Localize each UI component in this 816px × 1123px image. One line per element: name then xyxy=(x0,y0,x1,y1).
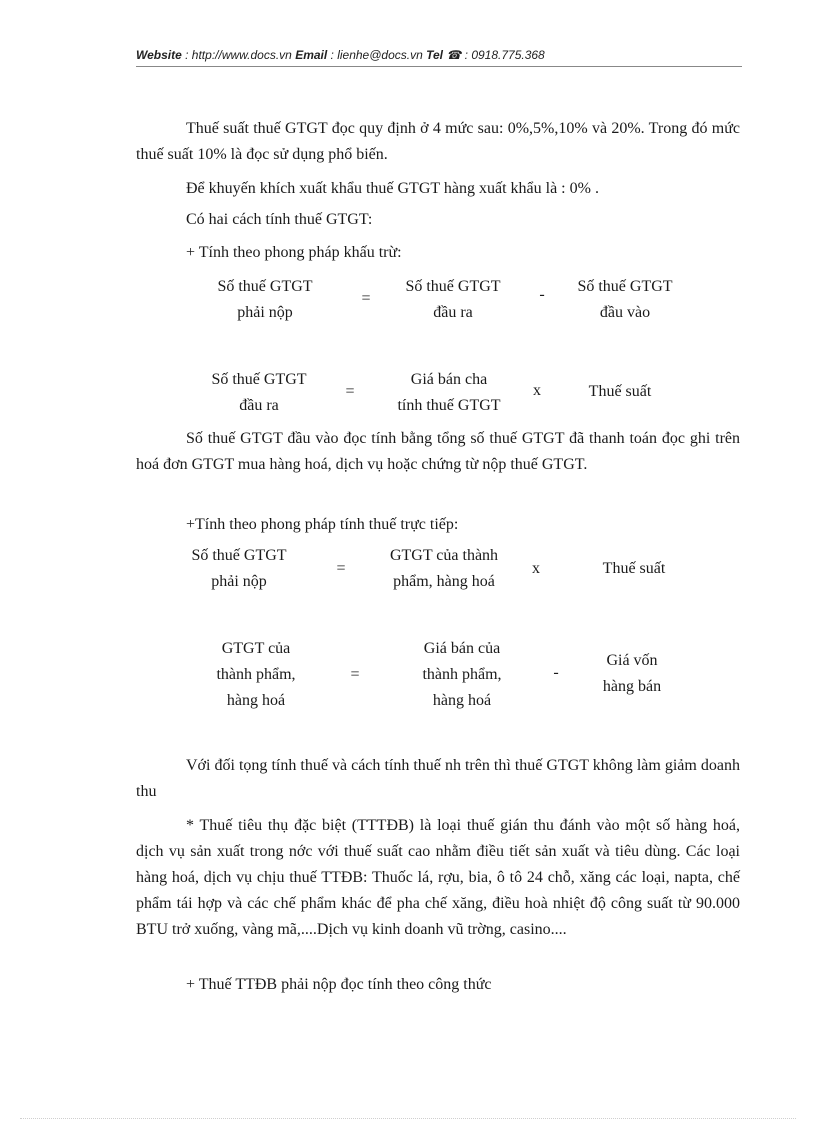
formula-lhs xyxy=(190,274,340,326)
paragraph-export-rate: Để khuyến khích xuất khẩu thuế GTGT hàng xuất khẩu là : 0% . xyxy=(186,180,599,197)
formula-term xyxy=(374,367,524,419)
website-label: Website xyxy=(136,48,182,62)
formula-text: Giá bán của xyxy=(423,640,501,657)
formula-text: Số thuế GTGT xyxy=(217,278,313,295)
formula-text: GTGT của thành xyxy=(389,547,499,564)
formula-text: hàng hoá xyxy=(432,692,492,709)
formula-text: Giá bán cha xyxy=(410,371,488,388)
website-value[interactable]: : http://www.docs.vn xyxy=(181,48,296,62)
formula-text: thành phẩm, xyxy=(422,666,502,683)
page-header xyxy=(136,48,742,62)
equals-sign: = xyxy=(361,290,371,307)
paragraph-revenue-note: Với đối tọng tính thuế và cách tính thuế nh trên thì thuế GTGT không làm giảm doanh thu xyxy=(136,757,740,800)
formula-term xyxy=(366,543,522,595)
footer-divider xyxy=(20,1118,796,1119)
formula-text: Thuế suất xyxy=(602,560,666,577)
formula-text: Số thuế GTGT xyxy=(211,371,307,388)
email-value[interactable]: : lienhe@docs.vn xyxy=(327,48,427,62)
formula-lhs xyxy=(164,543,314,595)
formula-term xyxy=(392,636,532,714)
formula-text: Số thuế GTGT xyxy=(405,278,501,295)
minus-sign: - xyxy=(553,664,559,681)
formula-text: hàng hoá xyxy=(226,692,286,709)
formula-lhs xyxy=(186,636,326,714)
formula-text: phải nộp xyxy=(211,573,267,590)
paragraph-tax-rates: Thuế suất thuế GTGT đọc quy định ở 4 mức sau: 0%,5%,10% và 20%. Trong đó mức thuế suất 10% là đọc sử dụng phổ biến. xyxy=(136,120,740,163)
formula-text: đầu ra xyxy=(239,397,279,414)
formula-term xyxy=(560,379,680,405)
paragraph-deduction-method: + Tính theo phong pháp khấu trừ: xyxy=(186,244,402,261)
equals-sign: = xyxy=(336,560,346,577)
paragraph-direct-method: +Tính theo phong pháp tính thuế trực tiếp: xyxy=(186,516,459,533)
equals-sign: = xyxy=(345,383,355,400)
formula-text: thành phẩm, xyxy=(216,666,296,683)
formula-term xyxy=(574,556,694,582)
formula-text: Số thuế GTGT xyxy=(577,278,673,295)
phone-icon: ☎ xyxy=(446,48,462,62)
formula-text: GTGT của xyxy=(221,640,291,657)
formula-text: tính thuế GTGT xyxy=(397,397,501,414)
multiply-sign: x xyxy=(533,382,541,399)
paragraph-special-consumption-tax: * Thuế tiêu thụ đặc biệt (TTTĐB) là loại thuế gián thu đánh vào một số hàng hoá, dịch vụ sản xuất trong nớc với thuế suất cao nhằm điều tiết sản xuất và tiêu dùng. Các loại hàng hoá, dịch vụ chịu thuế TTĐB: Thuốc lá, rợu, bia, ô tô 24 chỗ, xăng các loại, napta, chế phẩm tái hợp và các chế phẩm khác để pha chế xăng, điều hoà nhiệt độ công suất từ 90.000 BTU trở xuống, vàng mã,....Dịch vụ kinh doanh vũ trờng, casino.... xyxy=(136,817,740,938)
formula-text: đầu ra xyxy=(433,304,473,321)
tel-label: Tel xyxy=(426,48,444,62)
formula-lhs xyxy=(184,367,334,419)
formula-term xyxy=(550,274,700,326)
paragraph-input-vat: Số thuế GTGT đầu vào đọc tính bằng tổng số thuế GTGT đã thanh toán đọc ghi trên hoá đơn GTGT mua hàng hoá, dịch vụ hoặc chứng từ nộp thuế GTGT. xyxy=(136,430,740,473)
formula-term xyxy=(572,648,692,700)
formula-term xyxy=(378,274,528,326)
header-divider xyxy=(136,66,742,67)
equals-sign: = xyxy=(350,666,360,683)
formula-text: hàng bán xyxy=(602,678,662,695)
formula-text: phẩm, hàng hoá xyxy=(393,573,495,590)
minus-sign: - xyxy=(539,286,545,303)
formula-text: đầu vào xyxy=(599,304,651,321)
formula-text: Số thuế GTGT xyxy=(191,547,287,564)
multiply-sign: x xyxy=(532,560,540,577)
formula-text: Thuế suất xyxy=(588,383,652,400)
formula-text: phải nộp xyxy=(237,304,293,321)
tel-value: : 0918.775.368 xyxy=(461,48,545,62)
email-label: Email xyxy=(295,48,328,62)
paragraph-ttdb-formula: + Thuế TTĐB phải nộp đọc tính theo công thức xyxy=(186,976,492,993)
paragraph-two-methods: Có hai cách tính thuế GTGT: xyxy=(186,211,373,228)
formula-text: Giá vốn xyxy=(606,652,658,669)
